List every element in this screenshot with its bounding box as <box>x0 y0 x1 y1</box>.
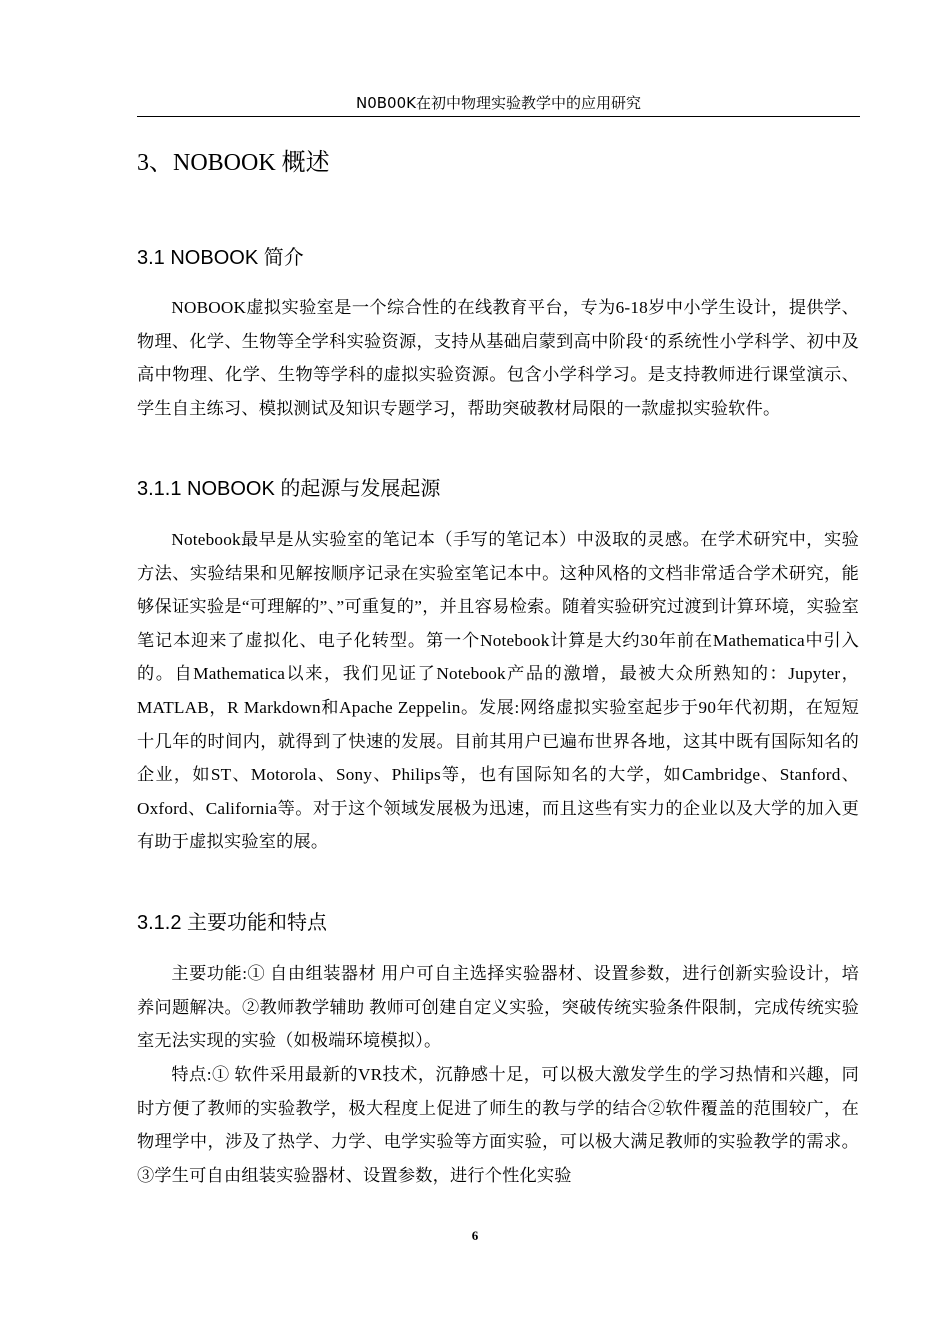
page-number: 6 <box>471 1228 479 1243</box>
section-3-1-paragraph: NOBOOK虚拟实验室是一个综合性的在线教育平台，专为6-18岁中小学生设计，提供学、物理、化学、生物等全学科实验资源，支持从基础启蒙到高中阶段‘的系统性小学科学、初中及高中物理、化学、生物等学科的虚拟实验资源。包含小学科学习。是支持教师进行课堂演示、学生自主练习、模拟测试及知识专题学习，帮助突破教材局限的一款虚拟实验软件。 <box>137 298 859 418</box>
section-3-1-2-title: 3.1.2 主要功能和特点 <box>137 912 328 934</box>
section-3-1-1-paragraph: Notebook最早是从实验室的笔记本（手写的笔记本）中汲取的灵感。在学术研究中，实验方法、实验结果和见解按顺序记录在实验室笔记本中。这种风格的文档非常适合学术研究，能够保证实验是“可理解的”、”可重复的”，并且容易检索。随着实验研究过渡到计算环境，实验室笔记本迎来了虚拟化、电子化转型。第一个Notebook计算是大约30年前在Mathematica中引入的。自Mathematica以来，我们见证了Notebook产品的激增，最被大众所熟知的：Jupyter，MATLAB，R Markdown和Apache Zeppelin。发展:网络虚拟实验室起步于90年代初期，在短短十几年的时间内，就得到了快速的发展。目前其用户已遍布世界各地，这其中既有国际知名的企业，如ST、Motorola、Sony、Philips等，也有国际知名的大学，如Cambridge、Stanford、Oxford、California等。对于这个领域发展极为迅速，而且这些有实力的企业以及大学的加入更有助于虚拟实验室的展。 <box>137 530 859 852</box>
section-3-1-title: 3.1 NOBOOK 简介 <box>137 247 304 269</box>
chapter-title: 3、NOBOOK 概述 <box>137 150 330 176</box>
running-header: N0B00K在初中物理实验教学中的应用研究 <box>356 94 641 112</box>
features-paragraph: 特点:① 软件采用最新的VR技术，沉静感十足，可以极大激发学生的学习热情和兴趣，同时方便了教师的实验教学，极大程度上促进了师生的教与学的结合②软件覆盖的范围较广，在物理学中，涉及了热学、力学、电学实验等方面实验，可以极大满足教师的实验教学的需求。③学生可自由组装实验器材、设置参数，进行个性化实验 <box>137 1065 859 1185</box>
section-3-1-1-title: 3.1.1 NOBOOK 的起源与发展起源 <box>137 478 441 500</box>
functions-paragraph: 主要功能:① 自由组装器材 用户可自主选择实验器材、设置参数，进行创新实验设计，培养问题解决。②教师教学辅助 教师可创建自定义实验，突破传统实验条件限制，完成传统实验室无法实现的实验（如极端环境模拟）。 <box>137 964 859 1051</box>
header-rule <box>137 116 860 117</box>
